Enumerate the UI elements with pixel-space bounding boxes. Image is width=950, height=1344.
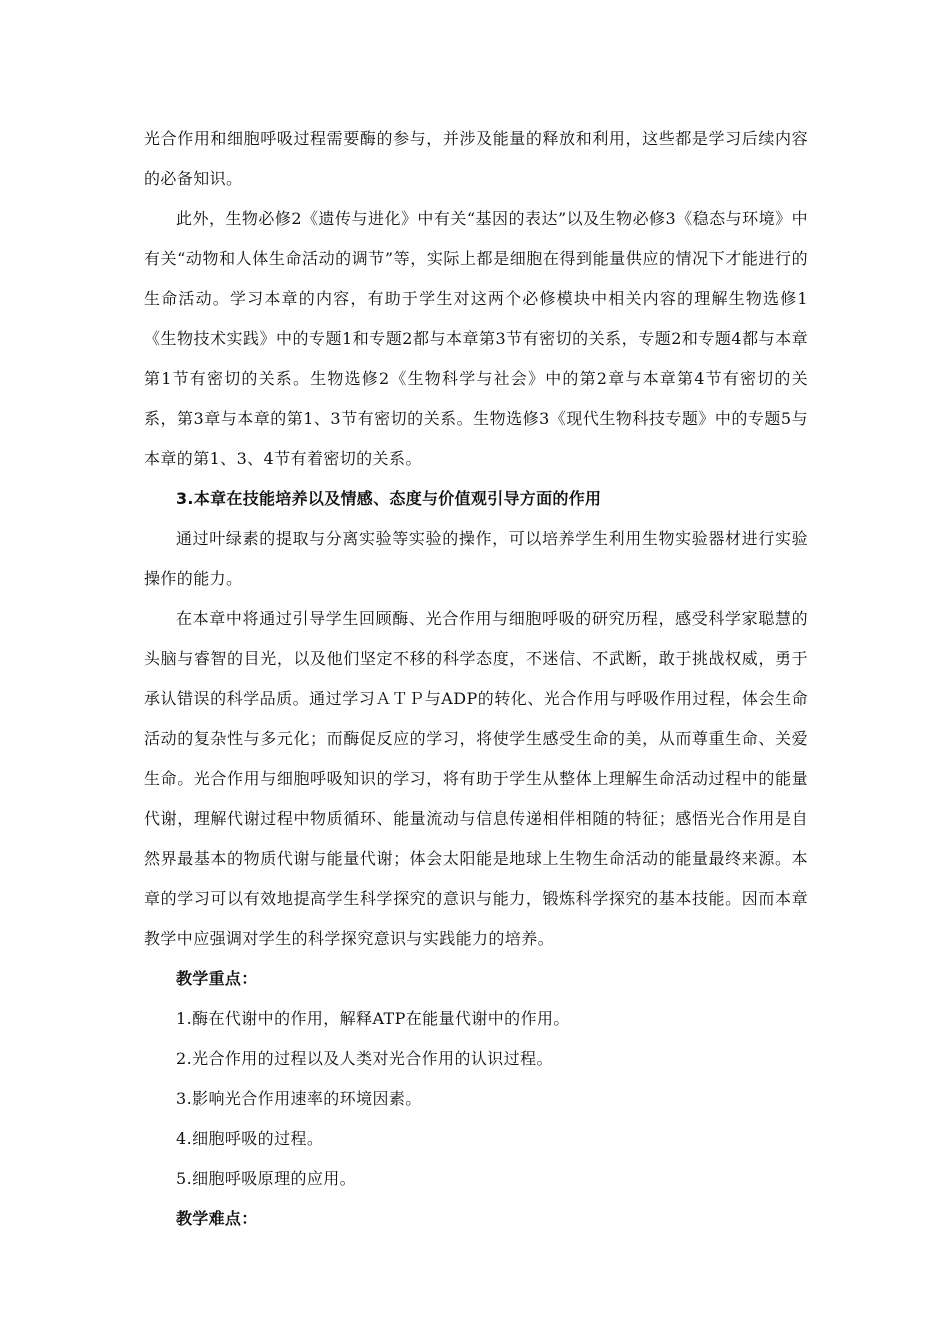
list-item: 1.酶在代谢中的作用，解释ATP在能量代谢中的作用。 — [176, 1009, 570, 1028]
paragraph-attitudes-values: 在本章中将通过引导学生回顾酶、光合作用与细胞呼吸的研究历程，感受科学家聪慧的头脑与睿智的目光，以及他们坚定不移的科学态度，不迷信、不武断，敢于挑战权威，勇于承认错误的科学品质。通过学习ＡＴＰ与ADP的转化、光合作用与呼吸作用过程，体会生命活动的复杂性与多元化；而酶促反应的学习，将使学生感受生命的美，从而尊重生命、关爱生命。光合作用与细胞呼吸知识的学习，将有助于学生从整体上理解生命活动过程中的能量代谢，理解代谢过程中物质循环、能量流动与信息传递相伴相随的特征；感悟光合作用是自然界最基本的物质代谢与能量代谢；体会太阳能是地球上生物生命活动的能量最终来源。本章的学习可以有效地提高学生科学探究的意识与能力，锻炼科学探究的基本技能。因而本章教学中应强调对学生的科学探究意识与实践能力的培养。 — [144, 609, 808, 948]
list-item: 2.光合作用的过程以及人类对光合作用的认识过程。 — [176, 1049, 553, 1068]
difficult-points-title: 教学难点： — [176, 1209, 258, 1228]
paragraph-module-relations: 此外，生物必修2《遗传与进化》中有关“基因的表达”以及生物必修3《稳态与环境》中有关“动物和人体生命活动的调节”等，实际上都是细胞在得到能量供应的情况下才能进行的生命活动。学习本章的内容，有助于学生对这两个必修模块中相关内容的理解生物选修1《生物技术实践》中的专题1和专题2都与本章第3节有密切的关系，专题2和专题4都与本章第1节有密切的关系。生物选修2《生物科学与社会》中的第2章与本章第4节有密切的关系，第3章与本章的第1、3节有密切的关系。生物选修3《现代生物科技专题》中的专题5与本章的第1、3、4节有着密切的关系。 — [144, 209, 808, 468]
paragraph-experiment-skills: 通过叶绿素的提取与分离实验等实验的操作，可以培养学生利用生物实验器材进行实验操作的能力。 — [144, 529, 808, 588]
section-heading-skills: 3.本章在技能培养以及情感、态度与价值观引导方面的作用 — [176, 489, 602, 508]
list-item: 4.细胞呼吸的过程。 — [176, 1129, 324, 1148]
key-points-title: 教学重点： — [176, 969, 258, 988]
key-points-list — [144, 999, 808, 1199]
document-page — [144, 119, 808, 1239]
list-item: 5.细胞呼吸原理的应用。 — [176, 1169, 357, 1188]
paragraph-enzyme-energy: 光合作用和细胞呼吸过程需要酶的参与，并涉及能量的释放和利用，这些都是学习后续内容的必备知识。 — [144, 129, 808, 188]
list-item: 3.影响光合作用速率的环境因素。 — [176, 1089, 422, 1108]
